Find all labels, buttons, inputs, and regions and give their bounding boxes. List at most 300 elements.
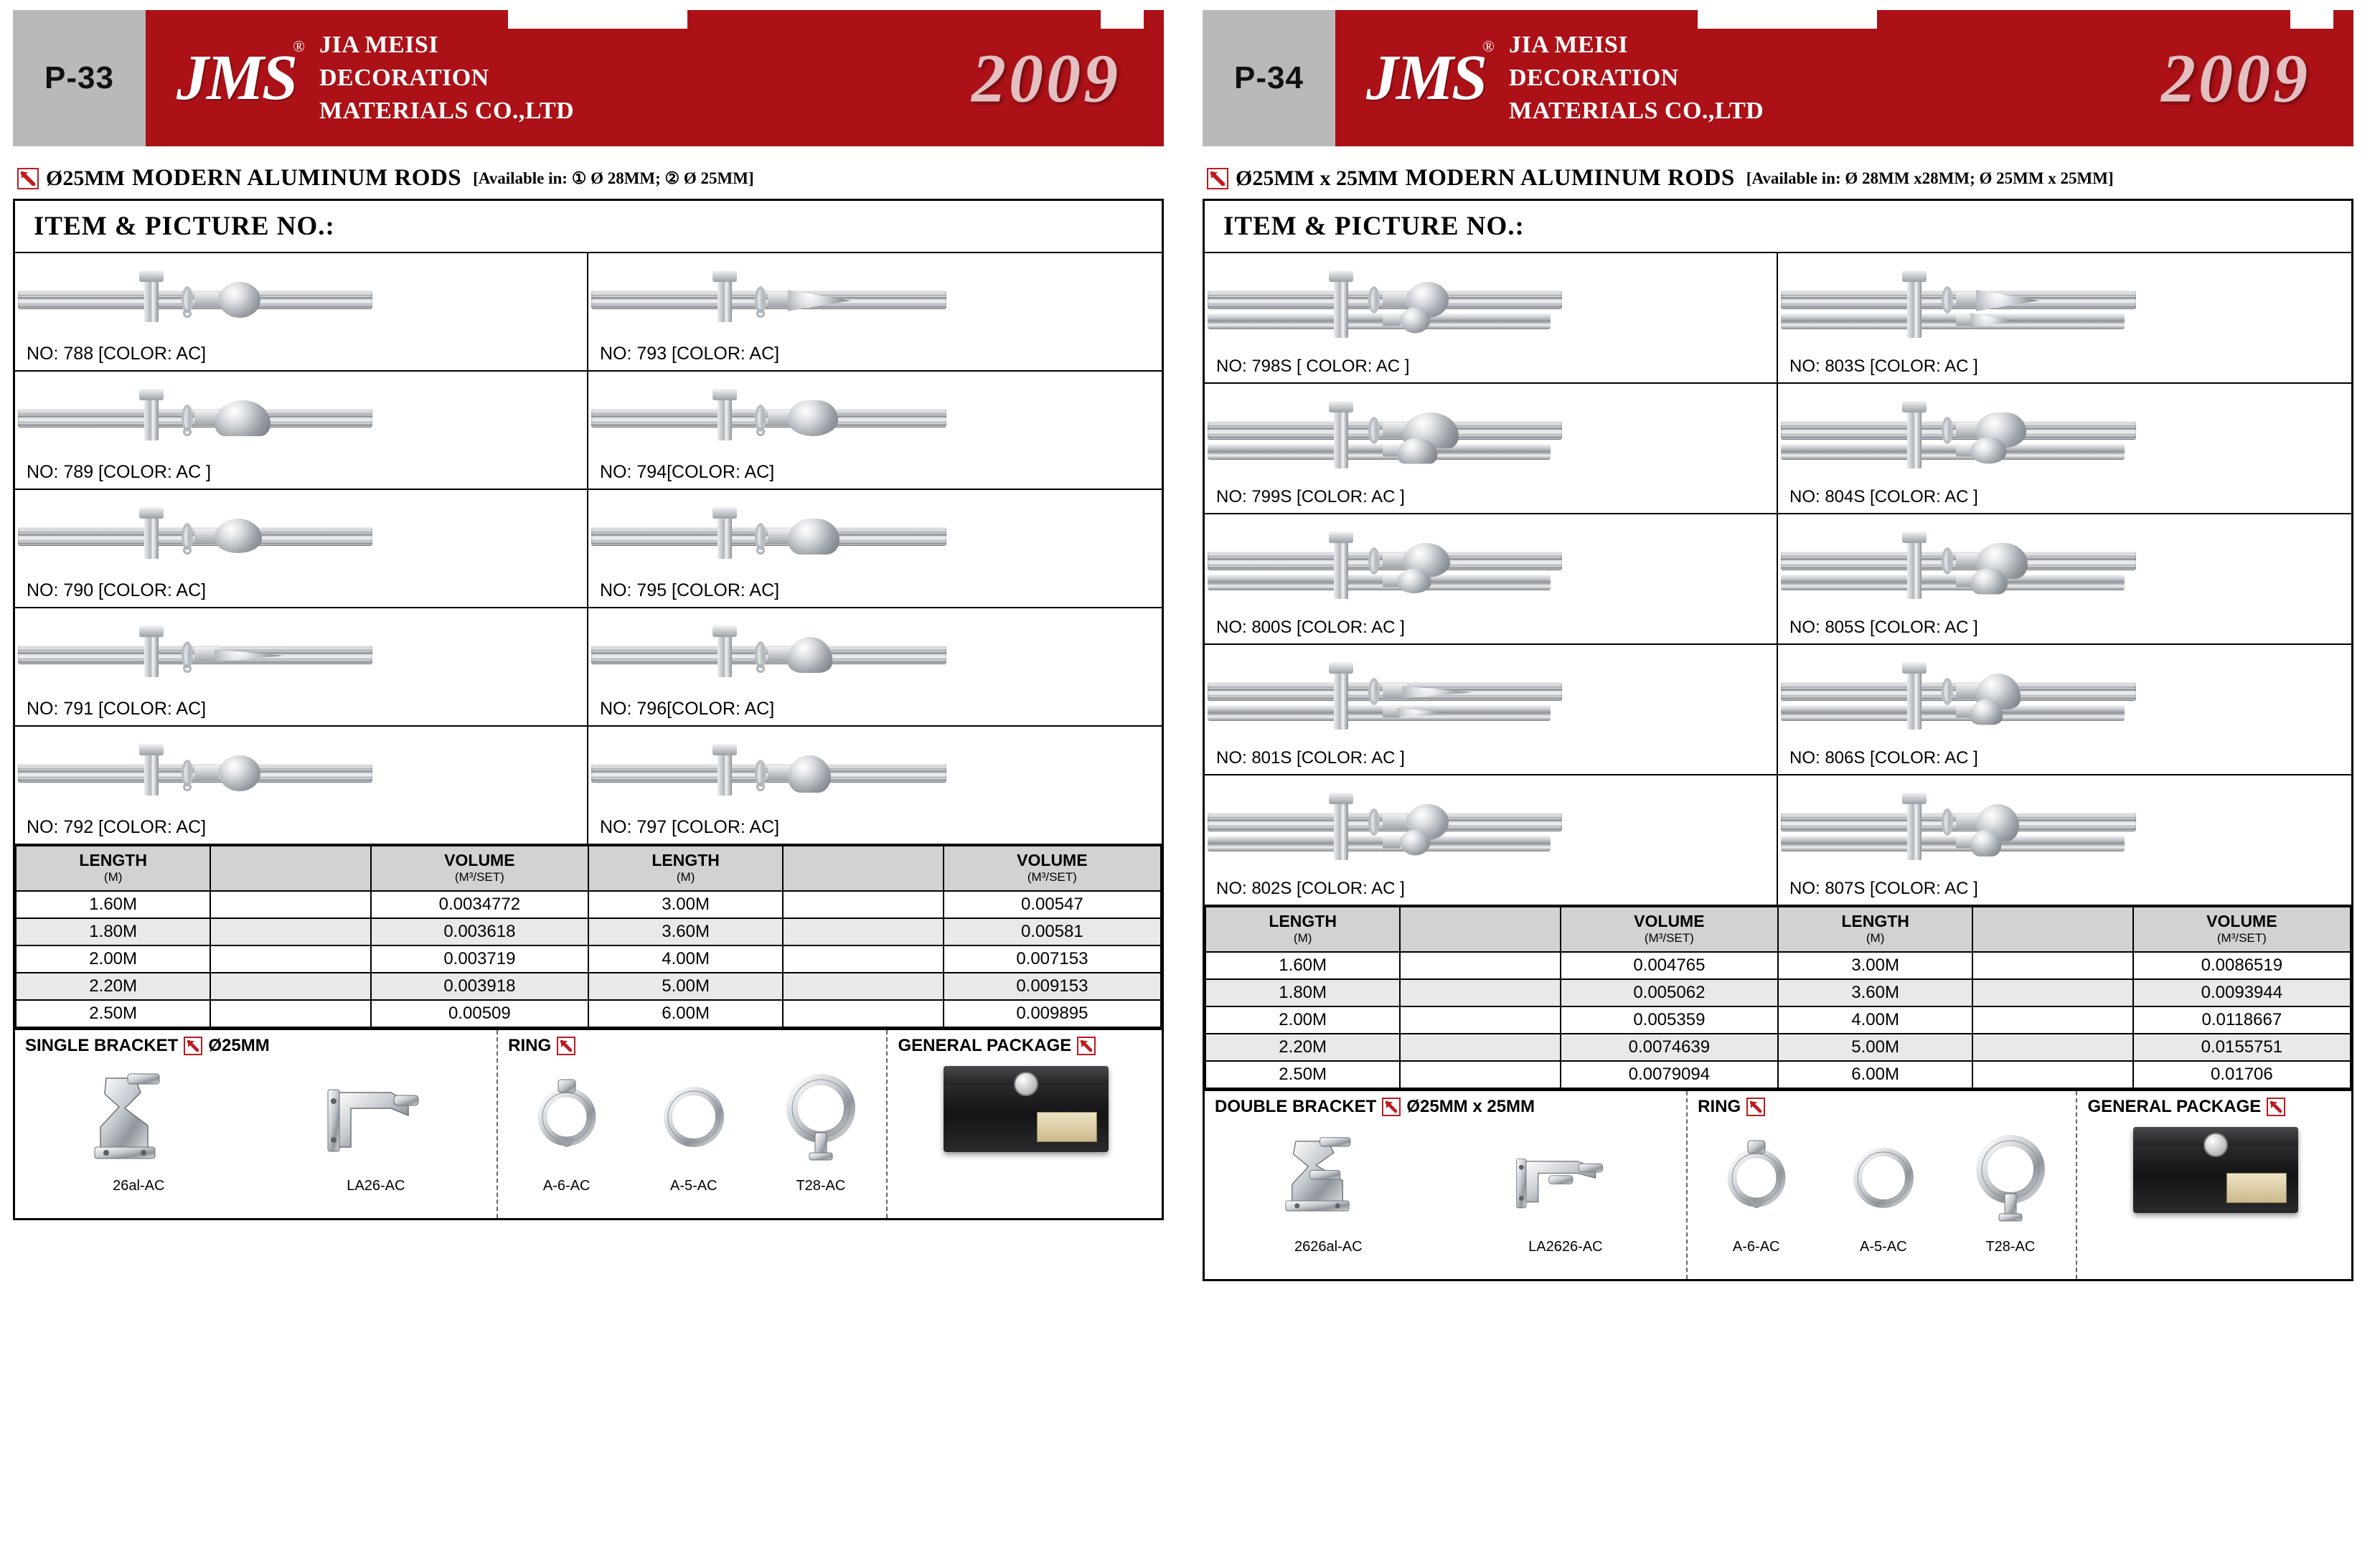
- col-spacer-2: [783, 846, 943, 891]
- rod-finial: [768, 280, 854, 319]
- rod-illustration: [1205, 275, 1777, 325]
- cell-length-1: 2.00M: [1205, 1006, 1400, 1034]
- package-label: [2226, 1173, 2287, 1203]
- rod-bracket: [1907, 669, 1922, 730]
- finial-neck: [1383, 814, 1407, 830]
- wall-bracket-double-icon: [1274, 1121, 1382, 1236]
- catalog-page-p33: [0, 0, 1177, 1566]
- bracket-group: [15, 1030, 497, 1218]
- bracket-heading: [1215, 1097, 1679, 1117]
- table-row: [1205, 1034, 2351, 1061]
- package-seal: [1014, 1072, 1038, 1096]
- registered-icon: ®: [1482, 37, 1495, 55]
- rod-bracket: [144, 278, 159, 322]
- finial-shape: [1970, 829, 2001, 856]
- item-label: NO: 802S [COLOR: AC ]: [1216, 879, 1405, 898]
- cell-length-1: 1.60M: [16, 891, 210, 918]
- items-grid: [1205, 253, 2351, 906]
- finial-shape: [788, 755, 831, 793]
- rod-finial: [768, 399, 854, 438]
- ring-item[interactable]: [1703, 1121, 1810, 1255]
- col-volume-1: [1561, 907, 1778, 952]
- col-volume-2-title: VOLUME: [2206, 912, 2277, 930]
- rod-finial: [768, 754, 854, 793]
- catalog-year: 2009: [972, 39, 1121, 117]
- item-cell[interactable]: [15, 608, 588, 727]
- volume-table: [1205, 906, 2351, 1089]
- bracket-caption: LA26-AC: [347, 1178, 405, 1194]
- rod-bracket: [718, 751, 732, 796]
- package-group: [886, 1030, 1162, 1218]
- red-arrow-icon: [1746, 1098, 1765, 1116]
- col-length-2-unit: (M): [676, 870, 695, 884]
- bracket-item[interactable]: [322, 1060, 430, 1194]
- rod-bar-lower: [1208, 836, 1551, 852]
- section-title: MODERN ALUMINUM RODS: [1405, 165, 1735, 191]
- panel-title: ITEM & PICTURE NO.:: [15, 201, 1162, 253]
- col-length-2-title: LENGTH: [652, 851, 720, 869]
- ring-caption: A-5-AC: [1860, 1239, 1907, 1255]
- rod-illustration: [15, 393, 587, 443]
- col-length-1-unit: (M): [1293, 931, 1312, 945]
- col-volume-2-unit: (M³/SET): [2216, 931, 2267, 945]
- bracket-item[interactable]: [1512, 1121, 1619, 1255]
- rod-ring: [1368, 286, 1380, 313]
- table-header-row: [16, 846, 1161, 891]
- item-label: NO: 804S [COLOR: AC ]: [1789, 487, 1978, 506]
- package-heading: [898, 1036, 1154, 1056]
- cell-length-2: 3.60M: [588, 918, 783, 945]
- col-volume-1: [371, 846, 588, 891]
- ring-item[interactable]: [767, 1060, 875, 1194]
- section-heading: [1207, 165, 2353, 192]
- cell-volume-1: 0.0034772: [371, 891, 588, 918]
- finial-shape: [215, 519, 262, 553]
- rod-bracket: [1907, 408, 1922, 468]
- col-volume-1-title: VOLUME: [1634, 912, 1705, 930]
- cell-length-1: 2.50M: [16, 1000, 210, 1027]
- cell-volume-1: 0.003918: [371, 973, 588, 1000]
- ring-items: [508, 1060, 879, 1194]
- ring-caption: A-6-AC: [542, 1178, 591, 1194]
- ring-caption: T28-AC: [1985, 1239, 2036, 1255]
- bracket-size: Ø25MM x 25MM: [1406, 1097, 1535, 1116]
- finial-shape: [219, 755, 260, 791]
- cell-length-2: 3.00M: [1778, 952, 1972, 979]
- finial-neck: [194, 765, 219, 781]
- finial-shape: [1970, 568, 2008, 594]
- cell-spacer: [783, 945, 943, 973]
- bracket-item[interactable]: [85, 1060, 192, 1194]
- finial-shape: [1397, 568, 1431, 593]
- ring-heading: [508, 1036, 879, 1056]
- bracket-caption: 2626al-AC: [1294, 1239, 1363, 1255]
- item-label: NO: 793 [COLOR: AC]: [600, 344, 780, 364]
- finial-shape: [788, 637, 832, 673]
- rod-finial-lower: [1383, 829, 1444, 857]
- section-diameter: Ø25MM: [46, 166, 125, 190]
- rod-bar-lower: [1781, 705, 2125, 721]
- rod-bracket: [1334, 539, 1348, 599]
- rod-bracket: [1334, 669, 1348, 730]
- item-cell[interactable]: [588, 727, 1162, 845]
- item-cell[interactable]: [1205, 775, 1778, 906]
- bracket-title: SINGLE BRACKET: [25, 1036, 179, 1055]
- item-label: NO: 807S [COLOR: AC ]: [1789, 879, 1978, 898]
- item-cell[interactable]: [1205, 253, 1778, 384]
- rod-finial-lower: [1383, 306, 1444, 334]
- item-cell[interactable]: [1778, 384, 2351, 514]
- col-length-1-title: LENGTH: [1269, 912, 1337, 930]
- item-cell[interactable]: [1778, 775, 2351, 906]
- side-bracket-icon: [322, 1060, 430, 1175]
- ring-item[interactable]: [1957, 1121, 2064, 1255]
- item-cell[interactable]: [1778, 645, 2351, 775]
- cell-length-1: 1.60M: [1205, 952, 1400, 979]
- rod-illustration: [1205, 405, 1777, 456]
- rod-bar-lower: [1208, 444, 1551, 460]
- cell-spacer: [783, 891, 943, 918]
- table-row: [16, 1000, 1161, 1027]
- package-heading: [2087, 1097, 2344, 1117]
- section-availability-note: [Available in: Ø 28MM x28MM; Ø 25MM x 25MM]: [1746, 169, 2114, 187]
- item-cell[interactable]: [1778, 253, 2351, 384]
- page-header: [13, 10, 1164, 146]
- rod-illustration: [1205, 536, 1777, 586]
- cell-spacer: [1400, 1061, 1560, 1088]
- cell-length-2: 6.00M: [1778, 1061, 1972, 1088]
- ring-item[interactable]: [1830, 1121, 1937, 1255]
- rod-finial: [194, 399, 281, 438]
- rod-ring-clip: [183, 309, 192, 318]
- ring-group: [1686, 1091, 2076, 1279]
- items-grid: [15, 253, 1162, 845]
- page-header: [1203, 10, 2353, 146]
- col-volume-1-title: VOLUME: [444, 851, 515, 869]
- red-arrow-icon: [1382, 1098, 1401, 1116]
- rod-illustration: [1778, 405, 2351, 456]
- cell-volume-2: 0.007153: [944, 945, 1161, 973]
- rod-bracket: [144, 633, 159, 677]
- rod-bar-lower: [1208, 313, 1551, 329]
- rod-illustration: [588, 393, 1162, 443]
- company-name: [1509, 29, 1764, 128]
- red-arrow-icon: [1207, 168, 1228, 189]
- cell-length-1: 1.80M: [16, 918, 210, 945]
- cell-volume-2: 0.009153: [944, 973, 1161, 1000]
- finial-shape: [1400, 829, 1430, 855]
- finial-shape: [1397, 438, 1437, 463]
- bracket-caption: LA2626-AC: [1528, 1239, 1603, 1255]
- item-cell[interactable]: [1778, 514, 2351, 645]
- table-row: [16, 973, 1161, 1000]
- ring-item[interactable]: [513, 1060, 621, 1194]
- table-row: [1205, 979, 2351, 1006]
- rod-finial: [194, 517, 281, 556]
- ring-title: RING: [508, 1036, 552, 1055]
- rod-bracket: [1907, 800, 1922, 860]
- package-box-icon: [944, 1066, 1109, 1152]
- rod-ring: [1368, 547, 1380, 575]
- cell-spacer: [1972, 1034, 2132, 1061]
- cell-spacer: [783, 918, 943, 945]
- registered-icon: ®: [293, 37, 305, 55]
- section-title: MODERN ALUMINUM RODS: [131, 165, 462, 191]
- cell-length-2: 4.00M: [588, 945, 783, 973]
- company-name-line-1: JIA MEISI: [319, 32, 439, 59]
- table-row: [16, 918, 1161, 945]
- bracket-caption: 26al-AC: [113, 1178, 165, 1194]
- bracket-group: [1205, 1091, 1686, 1279]
- col-length-2-unit: (M): [1866, 931, 1885, 945]
- rod-illustration: [588, 630, 1162, 680]
- cell-spacer: [210, 1000, 370, 1027]
- decor-ring-icon: [767, 1060, 875, 1175]
- panel-title: ITEM & PICTURE NO.:: [1205, 201, 2351, 253]
- finial-shape: [1970, 438, 2006, 463]
- table-row: [1205, 952, 2351, 979]
- accessories-panel: [13, 1030, 1164, 1220]
- item-label: NO: 797 [COLOR: AC]: [600, 817, 780, 837]
- item-label: NO: 790 [COLOR: AC]: [27, 580, 207, 600]
- cell-volume-2: 0.00581: [944, 918, 1161, 945]
- rod-finial: [194, 754, 281, 793]
- finial-neck: [1383, 837, 1400, 849]
- table-row: [1205, 1006, 2351, 1034]
- bracket-item[interactable]: [1274, 1121, 1382, 1255]
- col-spacer-1: [210, 846, 370, 891]
- rod-bracket: [144, 396, 159, 440]
- col-volume-2-title: VOLUME: [1017, 851, 1088, 869]
- item-cell[interactable]: [588, 608, 1162, 727]
- cell-spacer: [210, 973, 370, 1000]
- cell-length-1: 2.20M: [1205, 1034, 1400, 1061]
- item-cell[interactable]: [1205, 514, 1778, 645]
- rod-bar-lower: [1781, 313, 2125, 329]
- item-label: NO: 799S [COLOR: AC ]: [1216, 487, 1405, 506]
- rod-ring: [1942, 678, 1953, 705]
- rod-finial-lower: [1956, 306, 2018, 334]
- item-cell[interactable]: [15, 490, 588, 608]
- rod-finial-lower: [1956, 829, 2018, 857]
- rod-ring-clip: [756, 664, 765, 673]
- item-cell[interactable]: [1205, 645, 1778, 775]
- col-volume-1-unit: (M³/SET): [454, 870, 504, 884]
- rod-bracket: [144, 751, 159, 796]
- side-bracket-double-icon: [1512, 1121, 1619, 1236]
- cell-volume-1: 0.00509: [371, 1000, 588, 1027]
- finial-shape: [215, 400, 271, 436]
- header-brand-bar: [1335, 10, 2353, 146]
- item-label: NO: 806S [COLOR: AC ]: [1789, 748, 1978, 768]
- cell-length-1: 2.20M: [16, 973, 210, 1000]
- page-number-tag: P-34: [1203, 10, 1335, 146]
- brand-logo-group: [146, 10, 574, 146]
- rod-illustration: [588, 511, 1162, 562]
- finial-shape: [219, 282, 260, 318]
- cell-spacer: [1400, 952, 1560, 979]
- rod-illustration: [1778, 275, 2351, 325]
- package-label: [1037, 1112, 1097, 1142]
- ring-item[interactable]: [640, 1060, 748, 1194]
- rod-bracket: [1334, 800, 1348, 860]
- cell-spacer: [783, 973, 943, 1000]
- cell-spacer: [1972, 952, 2132, 979]
- ring-title: RING: [1698, 1097, 1741, 1116]
- col-length-2-title: LENGTH: [1841, 912, 1909, 930]
- package-seal: [2203, 1133, 2228, 1157]
- ring-caption: A-6-AC: [1732, 1239, 1780, 1255]
- ring-heading: [1698, 1097, 2069, 1117]
- item-label: NO: 788 [COLOR: AC]: [27, 344, 207, 364]
- rod-finial-lower: [1383, 698, 1444, 726]
- rod-ring: [1942, 417, 1953, 444]
- cell-volume-1: 0.0074639: [1561, 1034, 1778, 1061]
- ring-group: [497, 1030, 886, 1218]
- bracket-items: [25, 1060, 489, 1194]
- ring-caption: T28-AC: [796, 1178, 846, 1194]
- rod-bracket: [1907, 278, 1922, 338]
- company-name-line-3: MATERIALS CO.,LTD: [319, 97, 575, 124]
- package-title: GENERAL PACKAGE: [2087, 1097, 2262, 1116]
- item-label: NO: 794[COLOR: AC]: [600, 462, 775, 482]
- plain-ring-icon: [640, 1060, 748, 1175]
- logo-text: JMS: [176, 42, 296, 113]
- accessories-panel: [1203, 1091, 2353, 1281]
- finial-shape: [788, 400, 838, 436]
- cell-length-2: 3.00M: [588, 891, 783, 918]
- finial-neck: [1383, 292, 1407, 308]
- bracket-size: Ø25MM: [208, 1036, 270, 1055]
- cell-spacer: [1400, 1006, 1560, 1034]
- rod-bracket: [144, 514, 159, 559]
- bracket-items: [1215, 1121, 1679, 1255]
- rod-ring-clip: [756, 428, 765, 436]
- finial-shape: [215, 640, 283, 671]
- rod-finial-lower: [1383, 567, 1444, 595]
- item-cell[interactable]: [588, 490, 1162, 608]
- cell-spacer: [1972, 1006, 2132, 1034]
- rod-illustration: [15, 275, 587, 325]
- cell-volume-1: 0.0079094: [1561, 1061, 1778, 1088]
- header-brand-bar: [146, 10, 1164, 146]
- brand-logo-group: [1335, 10, 1764, 146]
- col-spacer-1: [1400, 907, 1560, 952]
- rod-illustration: [1205, 666, 1777, 717]
- col-volume-1-unit: (M³/SET): [1644, 931, 1694, 945]
- finial-shape: [1970, 309, 2016, 333]
- catalog-year: 2009: [2161, 39, 2310, 117]
- rod-bracket: [1907, 539, 1922, 599]
- item-label: NO: 795 [COLOR: AC]: [600, 580, 780, 600]
- wall-bracket-icon: [85, 1060, 192, 1175]
- package-box-icon: [2133, 1127, 2298, 1213]
- cell-volume-2: 0.0086519: [2133, 952, 2351, 979]
- cell-spacer: [1400, 1034, 1560, 1061]
- red-arrow-icon: [557, 1037, 575, 1055]
- item-label: NO: 800S [COLOR: AC ]: [1216, 618, 1405, 637]
- item-cell[interactable]: [15, 253, 588, 372]
- rod-ring: [1942, 547, 1953, 575]
- section-diameter: Ø25MM x 25MM: [1236, 166, 1398, 190]
- cell-volume-2: 0.0093944: [2133, 979, 2351, 1006]
- rod-ring-clip: [183, 783, 192, 791]
- rod-ring: [1368, 417, 1380, 444]
- table-row: [16, 945, 1161, 973]
- item-cell[interactable]: [588, 253, 1162, 372]
- cell-volume-2: 0.0118667: [2133, 1006, 2351, 1034]
- volume-table: [15, 845, 1162, 1028]
- company-name: [319, 29, 574, 128]
- rod-finial: [194, 636, 281, 674]
- cell-spacer: [1400, 979, 1560, 1006]
- item-label: NO: 796[COLOR: AC]: [600, 699, 775, 719]
- cell-length-2: 3.60M: [1778, 979, 1972, 1006]
- section-availability-note: [Available in: ① Ø 28MM; ② Ø 25MM]: [473, 169, 754, 187]
- rod-bar-lower: [1781, 575, 2125, 590]
- rod-ring: [1368, 678, 1380, 705]
- red-arrow-icon: [184, 1037, 202, 1055]
- ring-with-clip-icon: [513, 1060, 621, 1175]
- finial-shape: [788, 284, 851, 317]
- package-group: [2076, 1091, 2351, 1279]
- cell-volume-1: 0.004765: [1561, 952, 1778, 979]
- item-cell[interactable]: [15, 372, 588, 490]
- rod-bar-lower: [1781, 444, 2125, 460]
- items-panel: [13, 199, 1164, 1030]
- rod-bar-lower: [1208, 575, 1551, 590]
- cell-length-1: 2.50M: [1205, 1061, 1400, 1088]
- cell-spacer: [210, 918, 370, 945]
- col-length-1: [1205, 907, 1400, 952]
- col-spacer-2: [1972, 907, 2132, 952]
- red-arrow-icon: [17, 168, 39, 189]
- company-name-line-2: DECORATION: [1509, 65, 1679, 92]
- table-row: [1205, 1061, 2351, 1088]
- header-notch-right: [1101, 10, 1144, 29]
- rod-bracket: [718, 633, 732, 677]
- rod-illustration: [15, 630, 587, 680]
- rod-bar-lower: [1781, 836, 2125, 852]
- col-length-1-unit: (M): [103, 870, 123, 884]
- cell-volume-2: 0.00547: [944, 891, 1161, 918]
- cell-length-2: 6.00M: [588, 1000, 783, 1027]
- cell-volume-2: 0.009895: [944, 1000, 1161, 1027]
- company-name-line-2: DECORATION: [319, 65, 489, 92]
- rod-bracket: [718, 396, 732, 440]
- item-label: NO: 805S [COLOR: AC ]: [1789, 618, 1978, 637]
- finial-neck: [1383, 315, 1400, 326]
- red-arrow-icon: [2267, 1098, 2285, 1116]
- section-heading: [17, 165, 1164, 192]
- page-number-tag: P-33: [13, 10, 146, 146]
- rod-illustration: [1778, 536, 2351, 586]
- item-cell[interactable]: [1205, 384, 1778, 514]
- catalog-page-p34: [1190, 0, 2366, 1566]
- item-cell[interactable]: [588, 372, 1162, 490]
- rod-illustration: [1778, 797, 2351, 847]
- item-label: NO: 798S [ COLOR: AC ]: [1216, 357, 1410, 376]
- cell-length-1: 1.80M: [1205, 979, 1400, 1006]
- item-label: NO: 801S [COLOR: AC ]: [1216, 748, 1405, 768]
- rod-illustration: [1778, 666, 2351, 717]
- finial-shape: [788, 519, 839, 555]
- header-notch-right: [2290, 10, 2333, 29]
- item-label: NO: 791 [COLOR: AC]: [27, 699, 207, 719]
- item-cell[interactable]: [15, 727, 588, 845]
- col-length-2: [588, 846, 783, 891]
- rod-illustration: [588, 275, 1162, 325]
